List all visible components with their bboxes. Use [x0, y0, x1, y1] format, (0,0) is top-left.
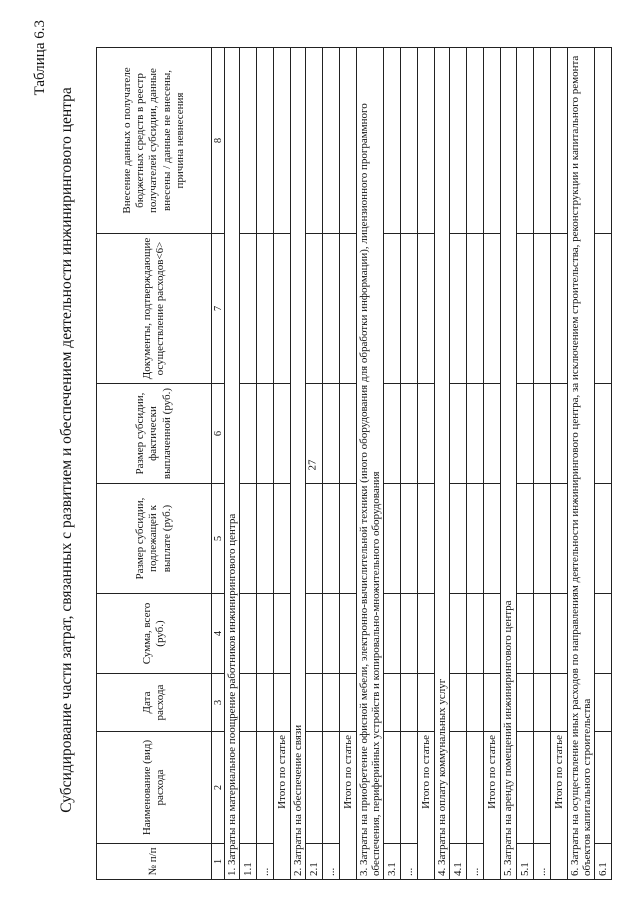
empty-cell [240, 484, 257, 594]
section-title: 1. Затраты на материальное поощрение работников инжинирингового центра [225, 48, 240, 880]
empty-cell [418, 484, 435, 594]
empty-cell [418, 594, 435, 674]
row-number: 1.1 [240, 844, 257, 880]
table-label: Таблица 6.3 [32, 20, 48, 96]
row-number: 6.1 [594, 844, 611, 880]
empty-cell [257, 732, 274, 844]
empty-cell [550, 234, 567, 384]
empty-cell [594, 484, 611, 594]
empty-cell [450, 732, 467, 844]
empty-cell [484, 674, 501, 732]
row-number: ... [323, 844, 340, 880]
empty-cell [340, 594, 357, 674]
empty-cell [257, 594, 274, 674]
empty-cell [240, 732, 257, 844]
empty-cell [384, 674, 401, 732]
empty-cell [384, 484, 401, 594]
empty-cell [467, 48, 484, 234]
empty-cell [594, 48, 611, 234]
empty-cell [484, 384, 501, 484]
empty-cell [550, 674, 567, 732]
empty-cell [516, 48, 533, 234]
empty-cell [274, 594, 291, 674]
table-row [401, 48, 418, 880]
empty-cell [418, 234, 435, 384]
empty-cell [340, 48, 357, 234]
column-number: 5 [212, 484, 225, 594]
empty-cell [450, 234, 467, 384]
table-row [594, 48, 611, 880]
empty-cell [240, 594, 257, 674]
empty-cell [306, 384, 323, 484]
section-title: 4. Затраты на оплату коммунальных услуг [435, 48, 450, 880]
table-row [323, 48, 340, 880]
empty-cell [467, 234, 484, 384]
empty-cell [401, 732, 418, 844]
column-number: 7 [212, 234, 225, 384]
empty-cell [594, 384, 611, 484]
section-row [567, 48, 594, 880]
document-title: Субсидирование части затрат, связанных с развитием и обеспечением деятельности инжинирингового центра [58, 87, 75, 813]
empty-cell [467, 384, 484, 484]
empty-cell [594, 594, 611, 674]
row-number: 5.1 [516, 844, 533, 880]
empty-cell [274, 234, 291, 384]
empty-cell [306, 732, 323, 844]
empty-cell [257, 484, 274, 594]
empty-cell [450, 484, 467, 594]
empty-cell [550, 48, 567, 234]
empty-cell [450, 48, 467, 234]
empty-cell [533, 732, 550, 844]
empty-cell [484, 234, 501, 384]
empty-cell [516, 674, 533, 732]
empty-cell [533, 234, 550, 384]
empty-cell [516, 594, 533, 674]
section-row [501, 48, 516, 880]
empty-cell [240, 234, 257, 384]
empty-cell [516, 384, 533, 484]
empty-cell [323, 594, 340, 674]
total-label: Итого по статье [418, 732, 435, 880]
empty-cell [401, 384, 418, 484]
empty-cell [418, 48, 435, 234]
header-cell: Размер субсидии, фактически выплаченной (руб.) [97, 384, 212, 484]
row-number: ... [467, 844, 484, 880]
empty-cell [323, 384, 340, 484]
empty-cell [594, 732, 611, 844]
empty-cell [257, 384, 274, 484]
empty-cell [550, 594, 567, 674]
empty-cell [533, 674, 550, 732]
column-number: 2 [212, 732, 225, 844]
empty-cell [467, 484, 484, 594]
header-row [97, 48, 212, 880]
empty-cell [516, 484, 533, 594]
empty-cell [240, 674, 257, 732]
empty-cell [323, 732, 340, 844]
page-number: 27 [306, 459, 318, 471]
section-title: 3. Затраты на приобретение офисной мебели, электронно-вычислительной техники (иного оборудования для обработки информации), лицензионного программного обеспечения, периферийных устройств и копировально-множительного оборудования [357, 48, 384, 880]
empty-cell [594, 234, 611, 384]
subsidy-table [96, 47, 612, 880]
column-number-row [212, 48, 225, 880]
section-title: 6. Затраты на осуществление иных расходов по направлениям деятельности инжинирингового центра, за исключением строительства, реконструкции и капитального ремонта объектов капитального строительства [567, 48, 594, 880]
empty-cell [401, 48, 418, 234]
section-row [357, 48, 384, 880]
empty-cell [450, 384, 467, 484]
empty-cell [401, 674, 418, 732]
empty-cell [340, 234, 357, 384]
header-cell: № п/п [97, 844, 212, 880]
empty-cell [323, 484, 340, 594]
empty-cell [550, 484, 567, 594]
section-row [291, 48, 306, 880]
column-number: 6 [212, 384, 225, 484]
row-number: 2.1 [306, 844, 323, 880]
empty-cell [467, 674, 484, 732]
empty-cell [240, 384, 257, 484]
section-title: 2. Затраты на обеспечение связи [291, 48, 306, 880]
empty-cell [384, 234, 401, 384]
header-cell: Внесение данных о получателе бюджетных средств в реестр получателей субсидии, данные внесены / данные не внесены, причина невнесения [97, 48, 212, 234]
empty-cell [340, 384, 357, 484]
empty-cell [384, 594, 401, 674]
empty-cell [306, 594, 323, 674]
column-number: 1 [212, 844, 225, 880]
total-label: Итого по статье [550, 732, 567, 880]
row-number: ... [401, 844, 418, 880]
table-row [240, 48, 257, 880]
total-label: Итого по статье [484, 732, 501, 880]
empty-cell [257, 234, 274, 384]
empty-cell [384, 48, 401, 234]
empty-cell [533, 384, 550, 484]
row-number: ... [257, 844, 274, 880]
row-number: 3.1 [384, 844, 401, 880]
total-label: Итого по статье [274, 732, 291, 880]
header-cell: Дата расхода [97, 674, 212, 732]
empty-cell [484, 48, 501, 234]
empty-cell [418, 384, 435, 484]
empty-cell [306, 674, 323, 732]
empty-cell [240, 48, 257, 234]
total-row [418, 48, 435, 880]
empty-cell [384, 732, 401, 844]
empty-cell [418, 674, 435, 732]
total-row [340, 48, 357, 880]
header-cell: Наименование (вид) расхода [97, 732, 212, 844]
header-cell: Размер субсидии, подлежащей к выплате (руб.) [97, 484, 212, 594]
table-row [467, 48, 484, 880]
rotated-page [30, 20, 610, 880]
empty-cell [340, 674, 357, 732]
empty-cell [450, 594, 467, 674]
empty-cell [533, 48, 550, 234]
empty-cell [257, 674, 274, 732]
empty-cell [257, 48, 274, 234]
empty-cell [467, 594, 484, 674]
empty-cell [401, 594, 418, 674]
empty-cell [340, 484, 357, 594]
total-row [484, 48, 501, 880]
empty-cell [533, 594, 550, 674]
empty-cell [516, 732, 533, 844]
empty-cell [323, 674, 340, 732]
empty-cell [533, 484, 550, 594]
column-number: 4 [212, 594, 225, 674]
empty-cell [323, 48, 340, 234]
table-row [384, 48, 401, 880]
section-row [435, 48, 450, 880]
header-cell: Сумма, всего (руб.) [97, 594, 212, 674]
empty-cell [274, 384, 291, 484]
total-row [550, 48, 567, 880]
column-number: 3 [212, 674, 225, 732]
empty-cell [401, 234, 418, 384]
empty-cell [484, 594, 501, 674]
total-row [274, 48, 291, 880]
empty-cell [274, 48, 291, 234]
empty-cell [450, 674, 467, 732]
section-title: 5. Затраты на аренду помещений инжинирингового центра [501, 48, 516, 880]
empty-cell [274, 674, 291, 732]
empty-cell [323, 234, 340, 384]
table-row [516, 48, 533, 880]
table-row [257, 48, 274, 880]
table-row [306, 48, 323, 880]
empty-cell [484, 484, 501, 594]
empty-cell [274, 484, 291, 594]
empty-cell [594, 674, 611, 732]
empty-cell [516, 234, 533, 384]
table-row [450, 48, 467, 880]
empty-cell [401, 484, 418, 594]
empty-cell [384, 384, 401, 484]
row-number: ... [533, 844, 550, 880]
section-row [225, 48, 240, 880]
empty-cell [306, 48, 323, 234]
empty-cell [467, 732, 484, 844]
column-number: 8 [212, 48, 225, 234]
total-label: Итого по статье [340, 732, 357, 880]
empty-cell [306, 484, 323, 594]
header-cell: Документы, подтверждающие осуществление расходов<6> [97, 234, 212, 384]
table-row [533, 48, 550, 880]
row-number: 4.1 [450, 844, 467, 880]
empty-cell [306, 234, 323, 384]
empty-cell [550, 384, 567, 484]
